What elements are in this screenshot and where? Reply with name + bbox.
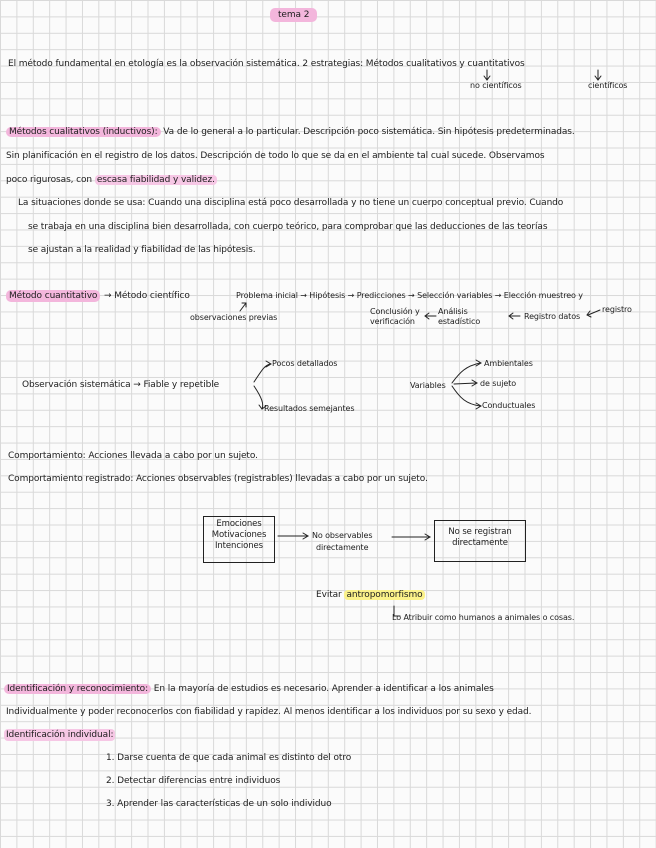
cuantitativo-heading: Método cuantitativo: [6, 290, 100, 302]
cualitativo-line-3-highlight: escasa fiabilidad y validez.: [96, 175, 215, 185]
list-item: 1. Darse cuenta de que cada animal es distinto del otro: [106, 753, 352, 763]
flow-top: Problema inicial → Hipótesis → Predicciones → Selección variables → Elección muestreo y: [236, 291, 583, 300]
cualitativo-heading: Métodos cualitativos (inductivos):: [6, 127, 161, 137]
cualitativo-line-3-pre: poco rigurosas, con: [6, 175, 93, 185]
variable-ambientales: Ambientales: [484, 359, 533, 368]
cualitativo-line-1: [6, 126, 575, 138]
cualitativo-line-1-rest: Va de lo general a lo particular. Descripción poco sistemática. Sin hipótesis predeterminadas.: [163, 127, 575, 137]
evitar-pre: Evitar: [316, 590, 342, 600]
var-bracket-mid: [454, 383, 476, 384]
var-bracket-bottom: [452, 386, 480, 406]
identificacion-line-1-rest: En la mayoría de estudios es necesario. Aprender a identificar a los animales: [153, 684, 494, 694]
observacion-branch-1: Pocos detallados: [272, 359, 338, 368]
cuantitativo-arrow-text: → Método científico: [104, 291, 190, 301]
flow-conclusion: Conclusión y verificación: [370, 307, 420, 326]
bracket-top: [254, 364, 270, 382]
variables-label: Variables: [410, 381, 446, 390]
variable-sujeto: de sujeto: [480, 379, 517, 388]
box2-line-1: No se registran: [448, 527, 512, 537]
arrow-obs-previas: [240, 303, 246, 311]
flow-observaciones-previas: observaciones previas: [190, 313, 278, 322]
flow-analisis: Análisis estadístico: [438, 307, 481, 326]
box2-line-2: directamente: [452, 538, 508, 548]
bracket-bottom: [254, 386, 263, 409]
list-item: 2. Detectar diferencias entre individuos: [106, 776, 281, 786]
page-title: tema 2: [270, 8, 317, 22]
box1-line-3: Intenciones: [214, 541, 264, 551]
observacion-main: Observación sistemática → Fiable y repetible: [22, 380, 220, 390]
identificacion-heading: Identificación y reconocimiento:: [4, 684, 151, 694]
intro-line: El método fundamental en etología es la observación sistemática. 2 estrategias: Métodos cualitativos y cuantitativos: [8, 59, 525, 69]
evitar-highlight: antropomorfismo: [346, 590, 423, 600]
cualitativo-line-3: [6, 174, 217, 186]
observacion-branch-2: Resultados semejantes: [264, 404, 355, 413]
intro-under-cuantitativos: científicos: [588, 81, 628, 90]
comportamiento-def-2: Comportamiento registrado: Acciones observables (registrables) llevadas a cabo por un sujeto.: [8, 474, 428, 484]
evitar-line: [316, 589, 425, 601]
identificacion-line-1: [4, 683, 494, 695]
cualitativo-line-2: Sin planificación en el registro de los datos. Descripción de todo lo que se da en el ambiente tal cual sucede. Observamos: [6, 151, 545, 161]
list-item: 3. Aprender las características de un solo individuo: [106, 799, 332, 809]
flow-registro: registro: [602, 305, 632, 314]
box1-line-2: Motivaciones: [211, 530, 267, 540]
evitar-note: Lo Atribuir como humanos a animales o cosas.: [392, 613, 575, 622]
identificacion-line-2: Individualmente y poder reconocerlos con fiabilidad y rapidez. Al menos identificar a los individuos por su sexo y edad.: [6, 707, 532, 717]
identificacion-subheading: Identificación individual:: [6, 730, 114, 740]
cualitativo-line-4: La situaciones donde se usa: Cuando una disciplina está poco desarrollada y no tiene un cuerpo conceptual previo. Cuando: [18, 198, 564, 208]
cualitativo-line-6: se ajustan a la realidad y fiabilidad de las hipótesis.: [28, 245, 256, 255]
comportamiento-def-1: Comportamiento: Acciones llevada a cabo por un sujeto.: [8, 451, 258, 461]
middle-line-1: No observables: [312, 531, 373, 540]
cualitativo-line-5: se trabaja en una disciplina bien desarrollada, con cuerpo teórico, para comprobar que las deducciones de las teorías: [28, 222, 548, 232]
var-bracket-top: [452, 363, 480, 383]
no-registran-box: [434, 520, 526, 562]
variable-conductuales: Conductuales: [482, 401, 536, 410]
box1-line-1: Emociones: [216, 519, 262, 529]
emociones-box: [203, 516, 275, 563]
middle-line-2: directamente: [316, 543, 369, 552]
arrow-registro-datos: [588, 310, 600, 315]
flow-registro-datos: Registro datos: [524, 312, 581, 321]
intro-under-cualitativos: no científicos: [470, 81, 522, 90]
